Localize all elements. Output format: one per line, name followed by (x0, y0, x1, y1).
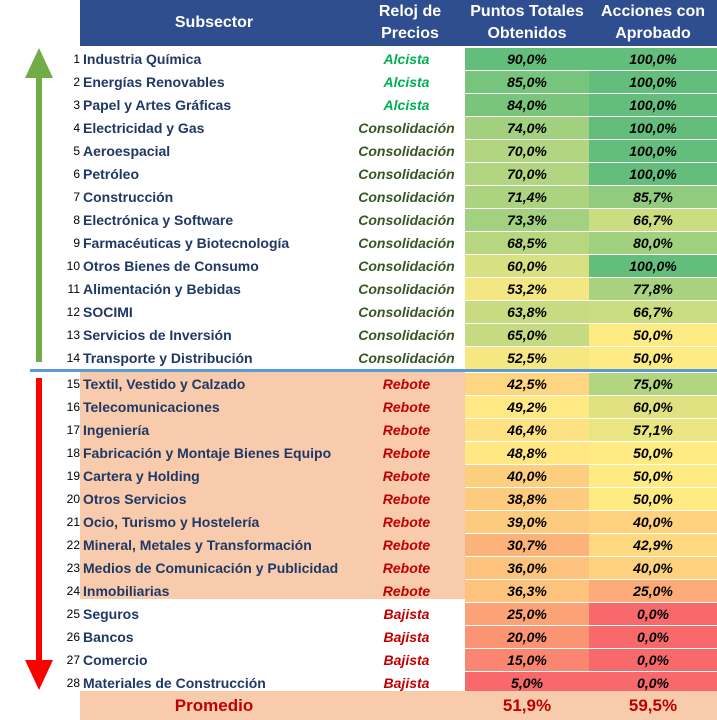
subsector-name: Construcción (83, 189, 174, 205)
row-number: 19 (66, 469, 80, 483)
table-row (0, 163, 717, 186)
row-number: 23 (66, 561, 80, 575)
total-points-cell: 15,0% (465, 649, 590, 672)
table-row (0, 465, 717, 488)
table-row (0, 580, 717, 603)
price-clock-status: Bajista (383, 606, 430, 622)
down-arrow-icon (25, 378, 53, 690)
approved-actions-cell: 100,0% (589, 255, 717, 278)
table-row (0, 396, 717, 419)
row-number: 27 (66, 653, 80, 667)
total-points-cell: 52,5% (465, 347, 590, 370)
total-points-cell: 42,5% (465, 373, 590, 396)
table-row (0, 186, 717, 209)
table-row (0, 347, 717, 370)
table-row (0, 442, 717, 465)
total-points-cell: 39,0% (465, 511, 590, 534)
total-points-cell: 49,2% (465, 396, 590, 419)
total-points-cell: 74,0% (465, 117, 590, 140)
row-number: 28 (66, 676, 80, 690)
subsector-name: Otros Servicios (83, 491, 187, 507)
subsector-name: Farmacéuticas y Biotecnología (83, 235, 290, 251)
price-clock-status: Alcista (383, 74, 430, 90)
total-points-cell: 85,0% (465, 71, 590, 94)
table-row (0, 209, 717, 232)
price-clock-status: Bajista (383, 675, 430, 691)
total-points-cell: 48,8% (465, 442, 590, 465)
price-clock-status: Consolidación (358, 120, 455, 136)
price-clock-status: Consolidación (358, 143, 455, 159)
price-clock-status: Bajista (383, 652, 430, 668)
approved-actions-cell: 66,7% (589, 301, 717, 324)
row-number: 16 (66, 400, 80, 414)
approved-actions-cell: 100,0% (589, 140, 717, 163)
price-clock-status: Consolidación (358, 281, 455, 297)
approved-actions-cell: 75,0% (589, 373, 717, 396)
total-points-cell: 36,3% (465, 580, 590, 603)
row-number: 15 (66, 377, 80, 391)
average-row (80, 691, 717, 720)
row-number: 6 (73, 167, 80, 181)
total-points-cell: 40,0% (465, 465, 590, 488)
average-points: 51,9% (502, 696, 552, 715)
price-clock-status: Consolidación (358, 304, 455, 320)
approved-actions-cell: 100,0% (589, 163, 717, 186)
subsector-name: Ingeniería (83, 422, 150, 438)
subsector-name: Cartera y Holding (83, 468, 200, 484)
table-row (0, 140, 717, 163)
table-row (0, 48, 717, 71)
total-points-cell: 36,0% (465, 557, 590, 580)
subsector-name: Fabricación y Montaje Bienes Equipo (83, 445, 332, 461)
row-number: 13 (66, 328, 80, 342)
table-row (0, 232, 717, 255)
approved-actions-cell: 50,0% (589, 465, 717, 488)
row-number: 11 (67, 282, 80, 296)
price-clock-status: Rebote (382, 399, 431, 415)
approved-actions-cell: 0,0% (589, 626, 717, 649)
approved-actions-cell: 50,0% (589, 442, 717, 465)
price-clock-status: Rebote (382, 376, 431, 392)
row-number: 9 (73, 236, 80, 250)
subsector-name: Petróleo (83, 166, 140, 182)
table-row (0, 71, 717, 94)
table-row (0, 373, 717, 396)
total-points-cell: 65,0% (465, 324, 590, 347)
row-number: 17 (66, 423, 80, 437)
table-row (0, 488, 717, 511)
row-number: 14 (66, 351, 80, 365)
row-number: 25 (66, 607, 80, 621)
subsector-name: Medios de Comunicación y Publicidad (83, 560, 339, 576)
price-clock-status: Rebote (382, 537, 431, 553)
table-row (0, 94, 717, 117)
subsector-name: Comercio (83, 652, 148, 668)
subsector-name: Otros Bienes de Consumo (83, 258, 259, 274)
subsector-name: Seguros (83, 606, 140, 622)
row-number: 26 (66, 630, 80, 644)
approved-actions-cell: 57,1% (589, 419, 717, 442)
row-number: 8 (73, 213, 80, 227)
header-clock: Reloj de Precios (378, 3, 442, 42)
subsector-name: SOCIMI (83, 304, 133, 320)
total-points-cell: 73,3% (465, 209, 590, 232)
subsector-name: Energías Renovables (83, 74, 225, 90)
approved-actions-cell: 50,0% (589, 488, 717, 511)
row-number: 22 (66, 538, 80, 552)
approved-actions-cell: 0,0% (589, 603, 717, 626)
total-points-cell: 63,8% (465, 301, 590, 324)
approved-actions-cell: 40,0% (589, 557, 717, 580)
row-number: 18 (66, 446, 80, 460)
row-number: 3 (73, 98, 80, 112)
total-points-cell: 5,0% (465, 672, 590, 695)
table-row (0, 255, 717, 278)
approved-actions-cell: 42,9% (589, 534, 717, 557)
average-label: Promedio (174, 696, 254, 715)
price-clock-status: Rebote (382, 445, 431, 461)
table-row (0, 278, 717, 301)
trend-arrows (25, 0, 55, 720)
total-points-cell: 68,5% (465, 232, 590, 255)
total-points-cell: 20,0% (465, 626, 590, 649)
approved-actions-cell: 0,0% (589, 649, 717, 672)
table-row (0, 626, 717, 649)
total-points-cell: 84,0% (465, 94, 590, 117)
table-row (0, 534, 717, 557)
table-row (0, 117, 717, 140)
price-clock-status: Consolidación (358, 258, 455, 274)
approved-actions-cell: 66,7% (589, 209, 717, 232)
price-clock-status: Consolidación (358, 212, 455, 228)
total-points-cell: 70,0% (465, 163, 590, 186)
approved-actions-cell: 60,0% (589, 396, 717, 419)
price-clock-status: Alcista (383, 97, 430, 113)
row-number: 12 (66, 305, 80, 319)
row-number: 10 (66, 259, 80, 273)
approved-actions-cell: 50,0% (589, 347, 717, 370)
subsector-name: Materiales de Construcción (83, 675, 266, 691)
subsector-name: Transporte y Distribución (83, 350, 253, 366)
price-clock-status: Rebote (382, 583, 431, 599)
subsector-name: Mineral, Metales y Transformación (83, 537, 312, 553)
approved-actions-cell: 25,0% (589, 580, 717, 603)
row-number: 24 (66, 584, 80, 598)
subsector-name: Telecomunicaciones (83, 399, 220, 415)
total-points-cell: 60,0% (465, 255, 590, 278)
table-row (0, 324, 717, 347)
price-clock-status: Rebote (382, 560, 431, 576)
subsector-name: Servicios de Inversión (83, 327, 232, 343)
approved-actions-cell: 0,0% (589, 672, 717, 695)
table-row (0, 557, 717, 580)
subsector-name: Electrónica y Software (83, 212, 234, 228)
subsector-name: Industria Química (83, 51, 202, 67)
subsector-name: Papel y Artes Gráficas (83, 97, 232, 113)
subsector-name: Inmobiliarias (83, 583, 170, 599)
total-points-cell: 38,8% (465, 488, 590, 511)
row-number: 2 (73, 75, 80, 89)
total-points-cell: 71,4% (465, 186, 590, 209)
average-actions: 59,5% (628, 696, 678, 715)
price-clock-status: Consolidación (358, 350, 455, 366)
table-header (80, 0, 717, 46)
price-clock-status: Consolidación (358, 189, 455, 205)
price-clock-status: Bajista (383, 629, 430, 645)
approved-actions-cell: 85,7% (589, 186, 717, 209)
approved-actions-cell: 50,0% (589, 324, 717, 347)
price-clock-status: Rebote (382, 422, 431, 438)
row-number: 20 (66, 492, 80, 506)
table-row (0, 419, 717, 442)
approved-actions-cell: 100,0% (589, 117, 717, 140)
row-number: 21 (66, 515, 80, 529)
price-clock-status: Rebote (382, 514, 431, 530)
price-clock-status: Rebote (382, 491, 431, 507)
row-number: 1 (73, 52, 80, 66)
price-clock-status: Consolidación (358, 327, 455, 343)
subsector-name: Electricidad y Gas (83, 120, 205, 136)
approved-actions-cell: 100,0% (589, 71, 717, 94)
row-number: 5 (73, 144, 80, 158)
price-clock-status: Consolidación (358, 235, 455, 251)
price-clock-status: Alcista (383, 51, 430, 67)
total-points-cell: 25,0% (465, 603, 590, 626)
approved-actions-cell: 100,0% (589, 94, 717, 117)
subsector-name: Textil, Vestido y Calzado (83, 376, 246, 392)
subsector-name: Aeroespacial (83, 143, 171, 159)
up-arrow-icon (25, 48, 53, 362)
table-row (0, 301, 717, 324)
approved-actions-cell: 40,0% (589, 511, 717, 534)
approved-actions-cell: 77,8% (589, 278, 717, 301)
price-clock-status: Consolidación (358, 166, 455, 182)
header-actions: Acciones con Aprobado (600, 3, 706, 42)
subsector-name: Alimentación y Bebidas (83, 281, 241, 297)
total-points-cell: 53,2% (465, 278, 590, 301)
table-row (0, 649, 717, 672)
price-clock-status: Rebote (382, 468, 431, 484)
total-points-cell: 90,0% (465, 48, 590, 71)
header-subsector: Subsector (174, 14, 254, 31)
subsector-name: Ocio, Turismo y Hostelería (83, 514, 260, 530)
table-row (0, 511, 717, 534)
total-points-cell: 70,0% (465, 140, 590, 163)
total-points-cell: 46,4% (465, 419, 590, 442)
row-number: 7 (73, 190, 80, 204)
row-number: 4 (73, 121, 80, 135)
total-points-cell: 30,7% (465, 534, 590, 557)
table-row (0, 603, 717, 626)
zone-divider (30, 369, 717, 372)
approved-actions-cell: 100,0% (589, 48, 717, 71)
approved-actions-cell: 80,0% (589, 232, 717, 255)
header-points: Puntos Totales Obtenidos (470, 3, 584, 42)
subsector-name: Bancos (83, 629, 134, 645)
